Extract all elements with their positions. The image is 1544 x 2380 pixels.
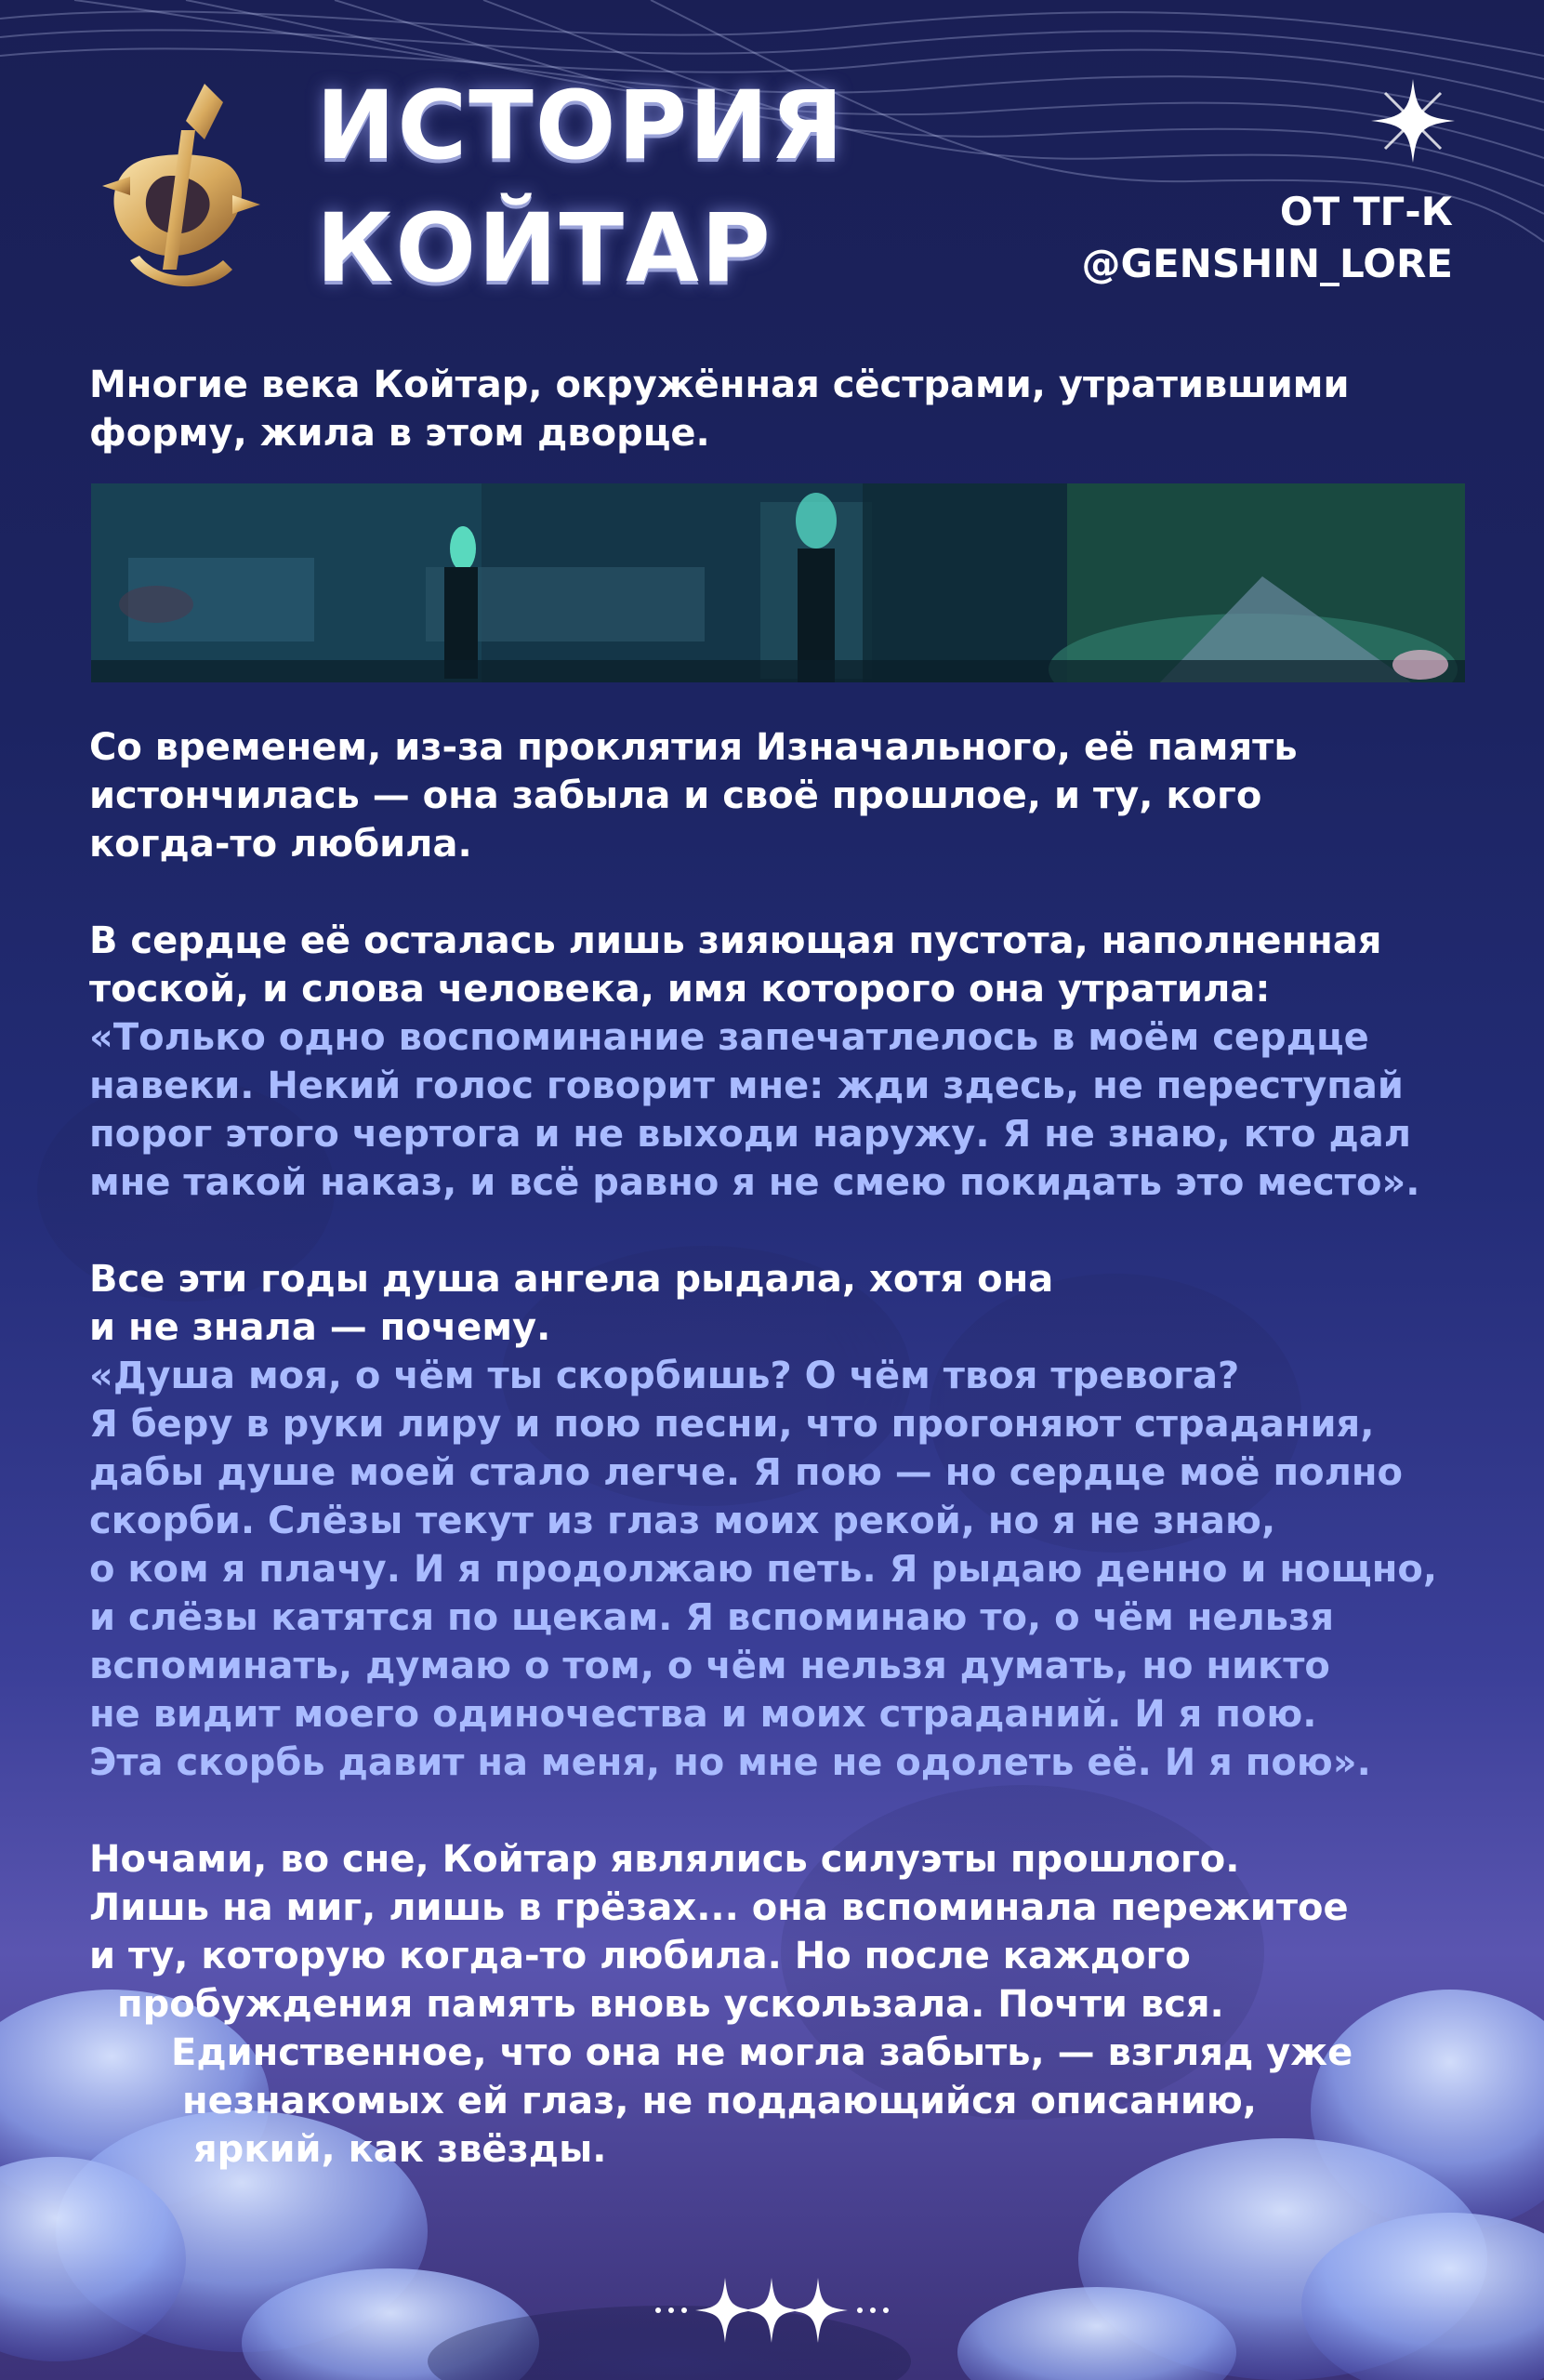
text-line: В сердце её осталась лишь зияющая пустота, наполненная (89, 919, 1382, 962)
paragraph-gap (89, 868, 1465, 917)
paragraph-3 (89, 917, 1465, 1207)
text-line: истончилась — она забыла и своё прошлое, и ту, кого (89, 774, 1262, 817)
quote-line: «Душа моя, о чём ты скорбишь? О чём твоя тревога? (89, 1355, 1240, 1397)
quote-line: Я беру в руки лиру и пою песни, что прогоняют страдания, (89, 1403, 1375, 1446)
story-text (89, 361, 1465, 2174)
quote-line: и слёзы катятся по щекам. Я вспоминаю то, о чём нельзя (89, 1596, 1335, 1639)
header (0, 0, 1544, 353)
sparkle-icon (1366, 74, 1459, 167)
credit-line-2: @GENSHIN_LORE (1081, 241, 1453, 286)
quote-line: о ком я плачу. И я продолжаю петь. Я рыдаю денно и нощно, (89, 1548, 1438, 1591)
sparkle-divider-icon (651, 2268, 893, 2352)
quote-line: «Только одно воспоминание запечатлелось в моём сердце (89, 1016, 1369, 1059)
quote-line: вспоминать, думаю о том, о чём нельзя думать, но никто (89, 1645, 1330, 1687)
paragraph-5 (89, 1835, 1465, 2174)
title-line-2: КОЙТАР (316, 193, 772, 304)
quote-line: дабы душе моей стало легче. Я пою — но сердце моё полно (89, 1451, 1403, 1494)
paragraph-4 (89, 1255, 1465, 1787)
title-line-1: ИСТОРИЯ (316, 71, 846, 181)
text-line: яркий, как звёзды. (193, 2128, 607, 2171)
text-line: Ночами, во сне, Койтар являлись силуэты прошлого. (89, 1838, 1240, 1881)
paragraph-gap (89, 1787, 1465, 1835)
text-line: и ту, которую когда-то любила. Но после каждого (89, 1935, 1191, 1977)
paragraph-gap (89, 1207, 1465, 1255)
quote-line: Эта скорбь давит на меня, но мне не одолеть её. И я пою». (89, 1741, 1371, 1784)
text-line: незнакомых ей глаз, не поддающийся описанию, (182, 2080, 1257, 2122)
quote-line: не видит моего одиночества и моих страданий. И я пою. (89, 1693, 1317, 1736)
lyre-emblem-icon (93, 74, 270, 307)
quote-line: мне такой наказ, и всё равно я не смею покидать это место». (89, 1161, 1420, 1204)
credit-line-1: ОТ ТГ-К (1279, 189, 1453, 234)
page-title (316, 65, 845, 311)
text-line: Все эти годы душа ангела рыдала, хотя она (89, 1258, 1054, 1301)
text-line: тоской, и слова человека, имя которого она утратила: (89, 968, 1271, 1011)
text-line: Лишь на миг, лишь в грёзах... она вспоминала пережитое (89, 1886, 1349, 1929)
credit (1082, 186, 1454, 290)
image-spacer (89, 457, 1465, 723)
text-line: форму, жила в этом дворце. (89, 412, 710, 455)
text-line: Единственное, что она не могла забыть, — взгляд уже (171, 2031, 1353, 2074)
text-line: пробуждения память вновь ускользала. Почти вся. (117, 1983, 1224, 2026)
text-line: и не знала — почему. (89, 1306, 551, 1349)
paragraph-1 (89, 361, 1465, 457)
quote-line: навеки. Некий голос говорит мне: жди здесь, не переступай (89, 1064, 1404, 1107)
paragraph-2 (89, 723, 1465, 868)
quote-line: порог этого чертога и не выходи наружу. Я не знаю, кто дал (89, 1113, 1412, 1156)
text-line: когда-то любила. (89, 823, 472, 866)
text-line: Многие века Койтар, окружённая сёстрами, утратившими (89, 364, 1350, 406)
quote-line: скорби. Слёзы текут из глаз моих рекой, но я не знаю, (89, 1500, 1276, 1542)
text-line: Со временем, из-за проклятия Изначального, её память (89, 726, 1298, 769)
